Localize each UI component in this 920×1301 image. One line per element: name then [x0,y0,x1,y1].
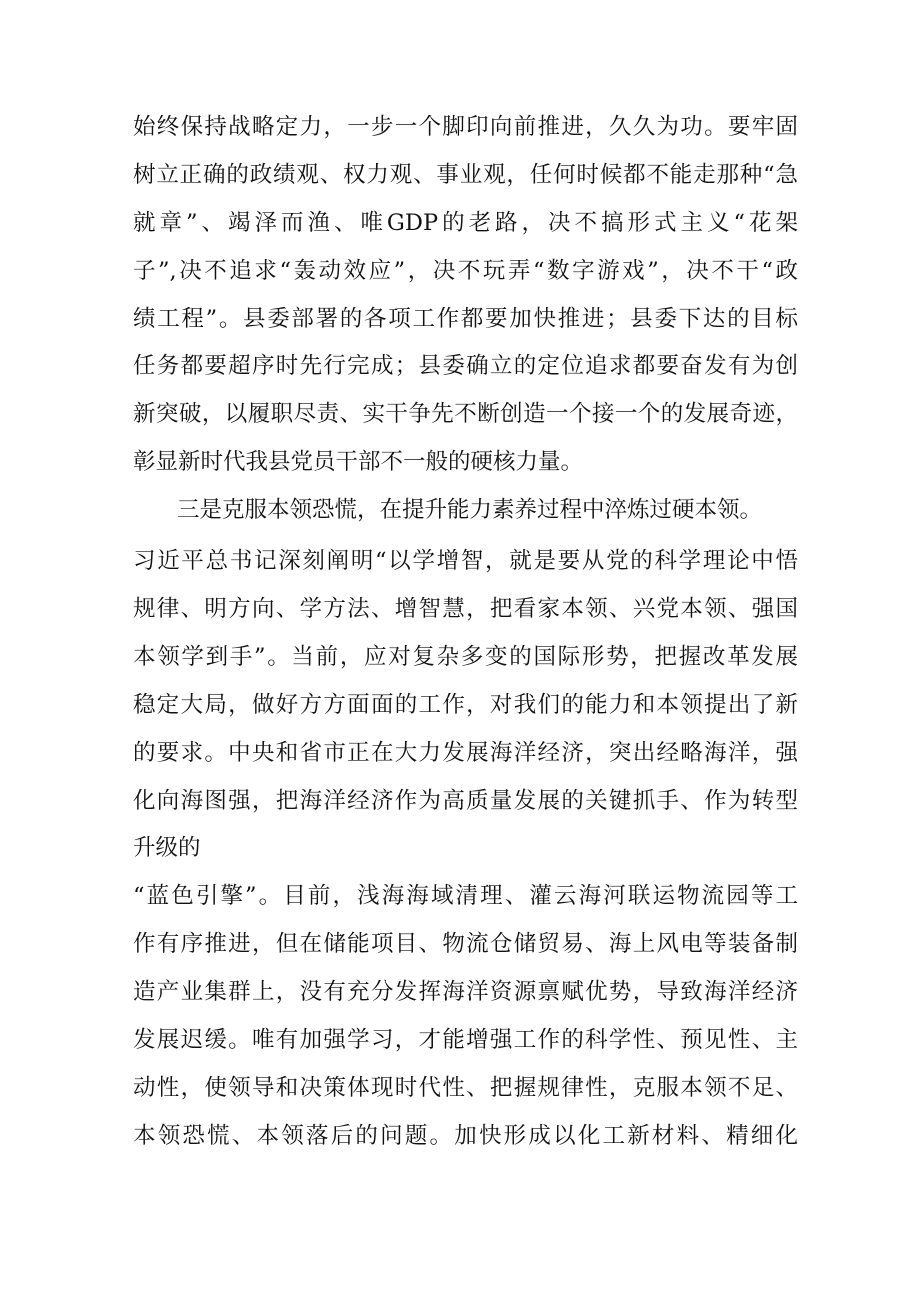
text-line: 就章”、竭泽而渔、唯GDP的老路，决不搞形式主义“花架 [133,209,798,236]
text-line: 彰显新时代我县党员干部不一般的硬核力量。 [133,449,584,476]
text-line: 任务都要超序时先行完成；县委确立的定位追求都要奋发有为创 [133,353,798,380]
text-line: 的要求。中央和省市正在大力发展海洋经济，突出经略海洋，强 [133,739,798,766]
section-heading: 三是克服本领恐慌，在提升能力素养过程中淬炼过硬本领。 [177,497,763,524]
text-line: 习近平总书记深刻阐明“以学增智，就是要从党的科学理论中悟 [133,548,798,575]
text-line: 新突破，以履职尽责、实干争先不断创造一个接一个的发展奇迹， [133,401,798,428]
text-line: 化向海图强，把海洋经济作为高质量发展的关键抓手、作为转型 [133,787,798,814]
text-line: 升级的 [133,835,201,862]
text-line: 树立正确的政绩观、权力观、事业观，任何时候都不能走那种“急 [133,161,798,188]
text-line: 发展迟缓。唯有加强学习，才能增强工作的科学性、预见性、主 [133,1027,798,1054]
text-line: 始终保持战略定力，一步一个脚印向前推进，久久为功。要牢固 [133,114,798,140]
text-line: 造产业集群上，没有充分发挥海洋资源禀赋优势，导致海洋经济 [133,979,798,1006]
text-line: 绩工程”。县委部署的各项工作都要加快推进；县委下达的目标 [133,305,798,332]
text-line: 作有序推进，但在储能项目、物流仓储贸易、海上风电等装备制 [133,931,798,958]
text-line: 本领恐慌、本领落后的问题。加快形成以化工新材料、精细化 [133,1122,798,1149]
text-line: 动性，使领导和决策体现时代性、把握规律性，克服本领不足、 [133,1074,798,1101]
text-line: 本领学到手”。当前，应对复杂多变的国际形势，把握改革发展 [133,643,798,670]
body-text [133,104,798,1161]
text-line: “蓝色引擎”。目前，浅海海域清理、灌云海河联运物流园等工 [133,883,798,910]
text-line: 稳定大局，做好方方面面的工作，对我们的能力和本领提出了新 [133,691,798,718]
text-line: 子”,决不追求“轰动效应”，决不玩弄“数字游戏”，决不干“政 [133,257,798,284]
text-line: 规律、明方向、学方法、增智慧，把看家本领、兴党本领、强国 [133,596,798,623]
